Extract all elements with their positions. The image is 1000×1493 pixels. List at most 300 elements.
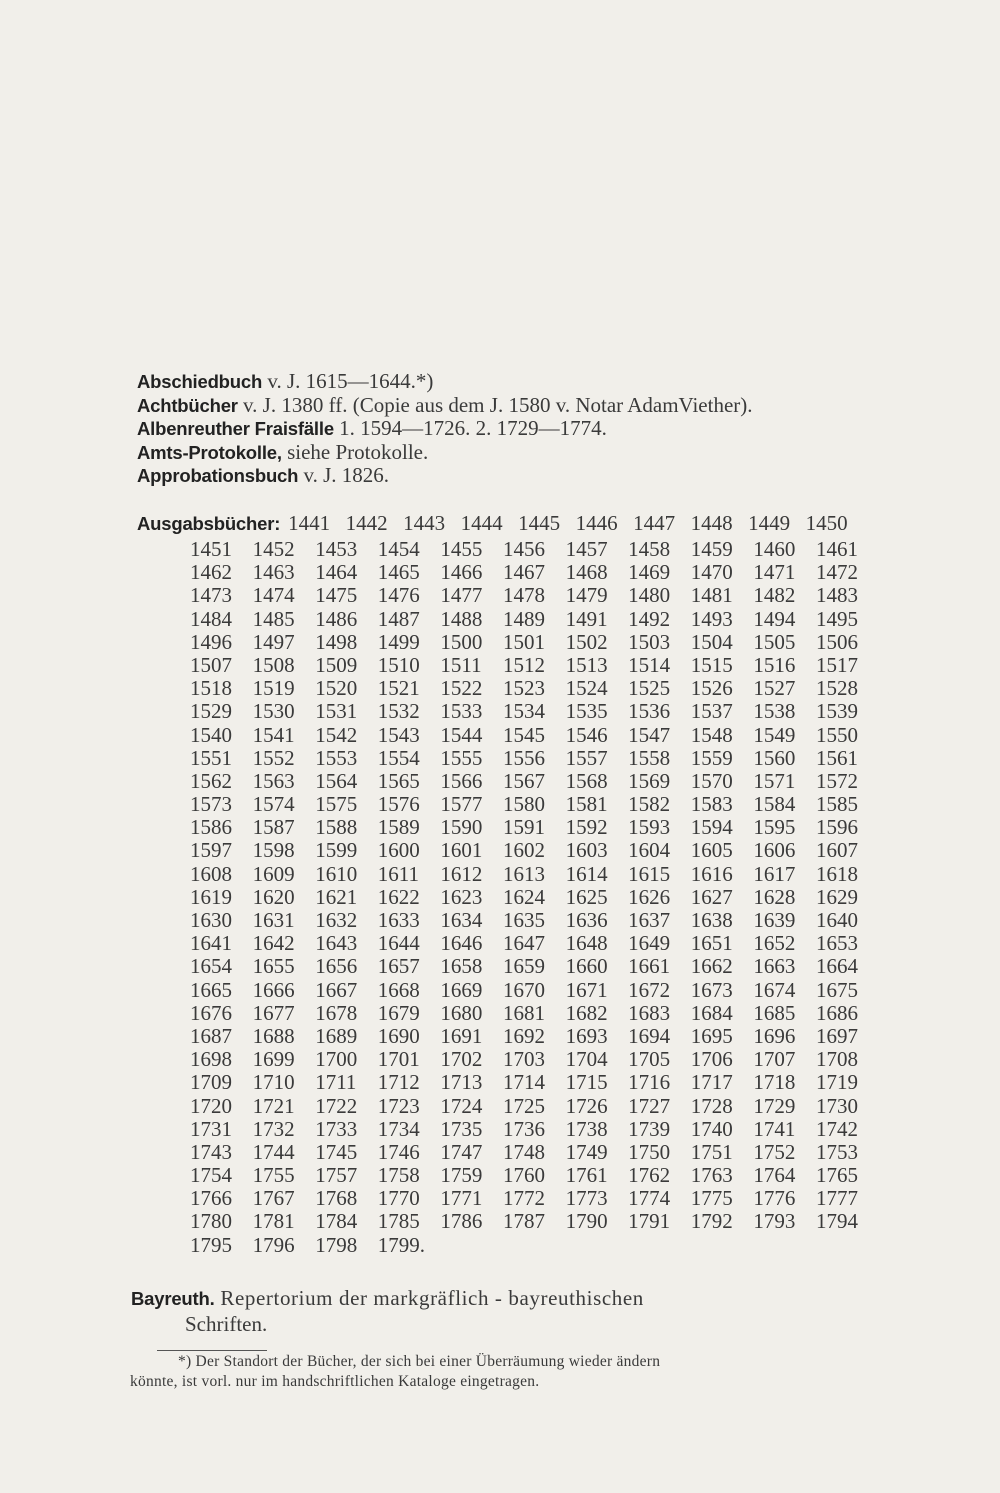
- year-number: 1647: [502, 931, 545, 956]
- year-number: 1559: [690, 745, 733, 770]
- year-number: 1728: [690, 1093, 733, 1118]
- year-number: 1791: [628, 1209, 671, 1234]
- year-number: 1734: [377, 1116, 420, 1141]
- year-number: 1595: [753, 815, 796, 840]
- year-number: 1687: [190, 1023, 232, 1048]
- year-number: 1570: [690, 768, 733, 793]
- entry-heading: Achtbücher: [137, 394, 238, 416]
- year-number: 1707: [753, 1047, 796, 1072]
- year-number: 1714: [502, 1070, 545, 1095]
- entry-albenreuther: [137, 417, 897, 441]
- year-number: 1725: [502, 1093, 545, 1118]
- year-number: 1715: [565, 1070, 608, 1095]
- year-number: 1541: [252, 722, 295, 747]
- year-number: 1503: [628, 629, 671, 654]
- year-number: 1551: [190, 745, 232, 770]
- year-number: 1542: [315, 722, 358, 747]
- year-number: 1692: [502, 1023, 545, 1048]
- year-number: 1596: [815, 815, 858, 840]
- year-row: [190, 979, 879, 1002]
- year-number: 1794: [815, 1209, 858, 1234]
- year-number: 1694: [628, 1023, 671, 1048]
- year-number: 1730: [815, 1093, 858, 1118]
- year-number: 1636: [565, 908, 608, 932]
- entry-text: v. J. 1826.: [298, 463, 390, 487]
- year-number: 1604: [628, 838, 671, 863]
- year-number: 1762: [628, 1163, 671, 1188]
- year-number: 1544: [440, 722, 483, 747]
- year-row: [190, 1071, 879, 1094]
- year-number: 1522: [440, 676, 483, 701]
- year-number: 1534: [502, 699, 545, 724]
- year-number: 1690: [377, 1023, 420, 1048]
- year-number: 1459: [690, 537, 733, 561]
- year-number: 1669: [440, 977, 483, 1002]
- year-number: 1462: [190, 560, 232, 585]
- entry-heading: Amts-Protokolle,: [137, 441, 282, 463]
- year-number: 1739: [628, 1116, 671, 1141]
- year-number: 1533: [440, 699, 483, 724]
- year-number: 1765: [815, 1163, 858, 1188]
- year-number: 1451: [190, 537, 232, 561]
- year-number: 1646: [440, 931, 483, 956]
- year-number: 1766: [190, 1186, 232, 1211]
- year-number: 1711: [315, 1070, 357, 1095]
- year-number: 1665: [190, 977, 232, 1002]
- year-row: [190, 1234, 879, 1257]
- year-number: 1710: [252, 1070, 295, 1095]
- year-number: 1539: [815, 699, 858, 724]
- year-number: 1600: [377, 838, 420, 863]
- year-row: [190, 608, 879, 631]
- year-number: 1535: [565, 699, 608, 724]
- year-number: 1476: [377, 583, 420, 608]
- year-number: 1640: [815, 908, 858, 932]
- year-number: 1659: [502, 954, 545, 979]
- year-number: 1749: [565, 1139, 608, 1164]
- year-row: [190, 1002, 879, 1025]
- year-row: [190, 909, 879, 932]
- year-number: 1616: [690, 861, 733, 886]
- year-number: 1489: [502, 606, 545, 631]
- year-number: 1491: [565, 606, 608, 631]
- entry-heading: Approbationsbuch: [137, 465, 299, 486]
- year-number: 1724: [440, 1093, 483, 1118]
- year-number: 1677: [252, 1000, 295, 1025]
- year-number: 1642: [252, 931, 295, 956]
- entry-amts-protokolle: [137, 441, 897, 465]
- year-number: 1554: [377, 745, 420, 770]
- year-number: 1768: [315, 1186, 358, 1211]
- year-number: 1470: [690, 560, 733, 585]
- year-number: 1500: [440, 629, 483, 654]
- year-number: 1750: [628, 1139, 671, 1164]
- year-number: 1691: [440, 1023, 483, 1048]
- year-number: 1591: [502, 815, 545, 840]
- year-number: 1458: [628, 537, 671, 561]
- year-number: 1586: [190, 815, 232, 840]
- year-number: 1673: [690, 977, 733, 1002]
- year-number: 1460: [753, 537, 796, 561]
- year-number: 1555: [440, 745, 483, 770]
- year-number: 1477: [440, 583, 483, 608]
- year-row: [190, 584, 879, 607]
- year-number: 1721: [252, 1093, 295, 1118]
- year-number: 1630: [190, 908, 232, 932]
- year-row: [190, 700, 879, 723]
- year-number: 1666: [252, 977, 295, 1002]
- year-number: 1552: [252, 745, 295, 770]
- year-number: 1472: [815, 560, 858, 585]
- year-number: 1546: [565, 722, 608, 747]
- year-number: 1495: [815, 606, 858, 631]
- year-number: 1608: [190, 861, 232, 886]
- year-number: 1572: [815, 768, 858, 793]
- year-number: 1583: [690, 792, 733, 817]
- year-number: 1513: [565, 652, 608, 677]
- year-number: 1792: [690, 1209, 733, 1234]
- year-number: 1509: [315, 652, 358, 677]
- year-number: 1447: [633, 511, 676, 535]
- year-number: 1704: [565, 1047, 608, 1072]
- year-number: 1684: [690, 1000, 733, 1025]
- year-number: 1635: [502, 908, 545, 932]
- year-number: 1652: [753, 931, 796, 956]
- year-number: 1573: [190, 792, 232, 817]
- year-number: 1653: [815, 931, 858, 956]
- year-number: 1752: [753, 1139, 796, 1164]
- year-number: 1493: [690, 606, 733, 631]
- year-number: 1530: [252, 699, 295, 724]
- year-number: 1589: [377, 815, 420, 840]
- year-row: [190, 886, 879, 909]
- year-number: 1526: [690, 676, 733, 701]
- year-number: 1538: [753, 699, 796, 724]
- year-number: 1741: [753, 1116, 796, 1141]
- year-number: 1444: [460, 511, 503, 535]
- year-number: 1638: [690, 908, 733, 932]
- entry-list: [137, 370, 897, 488]
- entry-text: Repertorium der markgräflich - bayreuthischen: [214, 1286, 644, 1310]
- year-number: 1689: [315, 1023, 358, 1048]
- year-number: 1606: [753, 838, 796, 863]
- year-number: 1722: [315, 1093, 358, 1118]
- year-number: 1731: [190, 1116, 232, 1141]
- year-row: [190, 747, 879, 770]
- year-number: 1663: [753, 954, 796, 979]
- year-number: 1582: [628, 792, 671, 817]
- entry-achtbuecher: [137, 394, 897, 418]
- year-number: 1602: [502, 838, 545, 863]
- year-number: 1798: [315, 1232, 358, 1257]
- year-row: [190, 863, 879, 886]
- year-number: 1502: [565, 629, 608, 654]
- year-number: 1568: [565, 768, 608, 793]
- footnote-line: *) Der Standort der Bücher, der sich bei einer Überräumung wieder ändern: [178, 1353, 661, 1370]
- year-number: 1785: [377, 1209, 420, 1234]
- year-number: 1528: [815, 676, 858, 701]
- year-number: 1518: [190, 676, 232, 701]
- year-number: 1504: [690, 629, 733, 654]
- year-number: 1676: [190, 1000, 232, 1025]
- entry-heading: Abschiedbuch: [137, 371, 263, 392]
- year-number: 1505: [753, 629, 796, 654]
- year-number: 1547: [628, 722, 671, 747]
- year-number: 1443: [403, 511, 446, 535]
- year-number: 1564: [315, 768, 358, 793]
- year-row: [190, 1118, 879, 1141]
- year-number: 1558: [628, 745, 671, 770]
- year-number: 1658: [440, 954, 483, 979]
- year-number: 1699: [252, 1047, 295, 1072]
- year-number: 1753: [815, 1139, 858, 1164]
- year-number: 1545: [502, 722, 545, 747]
- year-number: 1702: [440, 1047, 483, 1072]
- year-number: 1678: [315, 1000, 358, 1025]
- year-number: 1486: [315, 606, 358, 631]
- ausgaben-first-numbers: [288, 512, 863, 536]
- year-row: [190, 631, 879, 654]
- year-number: 1454: [377, 537, 420, 561]
- year-number: 1625: [565, 884, 608, 909]
- year-number: 1740: [690, 1116, 733, 1141]
- year-number: 1660: [565, 954, 608, 979]
- year-number: 1577: [440, 792, 483, 817]
- year-number: 1758: [377, 1163, 420, 1188]
- year-number: 1481: [690, 583, 733, 608]
- entry-text: 1. 1594—1726. 2. 1729—1774.: [333, 416, 607, 440]
- year-number: 1693: [565, 1023, 608, 1048]
- year-number: 1627: [690, 884, 733, 909]
- entry-text: v. J. 1615—1644.*): [262, 369, 434, 393]
- year-number: 1793: [753, 1209, 796, 1234]
- year-number: 1682: [565, 1000, 608, 1025]
- year-number: 1735: [440, 1116, 483, 1141]
- year-number: 1796: [252, 1232, 295, 1257]
- year-number: 1593: [628, 815, 671, 840]
- year-number: 1457: [565, 537, 608, 561]
- year-number: 1482: [753, 583, 796, 608]
- year-number: 1738: [565, 1116, 608, 1141]
- year-row: [190, 538, 879, 561]
- year-number: 1576: [377, 792, 420, 817]
- entry-bayreuth: [131, 1285, 891, 1312]
- year-number: 1471: [753, 560, 796, 585]
- year-number: 1718: [753, 1070, 796, 1095]
- year-number: 1685: [753, 1000, 796, 1025]
- year-number: 1670: [502, 977, 545, 1002]
- year-number: 1727: [628, 1093, 671, 1118]
- year-number: 1465: [377, 560, 420, 585]
- year-number: 1712: [377, 1070, 420, 1095]
- year-number: 1605: [690, 838, 733, 863]
- year-number: 1463: [252, 560, 295, 585]
- year-number: 1629: [815, 884, 858, 909]
- year-number: 1567: [502, 768, 545, 793]
- year-number: 1588: [315, 815, 358, 840]
- year-number: 1560: [753, 745, 796, 770]
- year-number: 1746: [377, 1139, 420, 1164]
- year-number: 1615: [628, 861, 671, 886]
- year-number: 1531: [315, 699, 358, 724]
- year-number: 1448: [690, 511, 733, 535]
- year-number: 1610: [315, 861, 358, 886]
- year-number: 1732: [252, 1116, 295, 1141]
- year-number: 1599: [315, 838, 358, 863]
- year-number: 1662: [690, 954, 733, 979]
- year-number: 1620: [252, 884, 295, 909]
- year-number: 1483: [815, 583, 858, 608]
- year-number: 1521: [377, 676, 420, 701]
- year-number: 1473: [190, 583, 232, 608]
- year-number: 1499: [377, 629, 420, 654]
- year-number: 1733: [315, 1116, 358, 1141]
- year-number: 1519: [252, 676, 295, 701]
- year-number: 1639: [753, 908, 796, 932]
- year-number: 1787: [502, 1209, 545, 1234]
- year-row: [190, 1164, 879, 1187]
- year-number: 1469: [628, 560, 671, 585]
- year-number: 1525: [628, 676, 671, 701]
- year-number: 1641: [190, 931, 232, 956]
- year-number: 1744: [252, 1139, 295, 1164]
- year-number: 1700: [315, 1047, 358, 1072]
- year-number: 1474: [252, 583, 295, 608]
- year-number: 1529: [190, 699, 232, 724]
- year-number: 1697: [815, 1023, 858, 1048]
- year-number: 1681: [502, 1000, 545, 1025]
- year-number: 1466: [440, 560, 483, 585]
- year-number: 1603: [565, 838, 608, 863]
- year-number: 1592: [565, 815, 608, 840]
- year-number: 1729: [753, 1093, 796, 1118]
- year-number: 1498: [315, 629, 358, 654]
- year-number: 1478: [502, 583, 545, 608]
- year-number: 1672: [628, 977, 671, 1002]
- year-number: 1632: [315, 908, 358, 932]
- year-number: 1501: [502, 629, 545, 654]
- year-number: 1771: [440, 1186, 483, 1211]
- year-number: 1679: [377, 1000, 420, 1025]
- year-number: 1667: [315, 977, 358, 1002]
- year-number: 1540: [190, 722, 232, 747]
- year-number: 1686: [815, 1000, 858, 1025]
- year-number: 1772: [502, 1186, 545, 1211]
- year-number: 1598: [252, 838, 295, 863]
- year-number: 1736: [502, 1116, 545, 1141]
- year-number: 1688: [252, 1023, 295, 1048]
- year-row: [190, 955, 879, 978]
- year-number: 1757: [315, 1163, 358, 1188]
- year-number: 1767: [252, 1186, 295, 1211]
- year-row: [190, 770, 879, 793]
- year-number: 1487: [377, 606, 420, 631]
- year-number: 1618: [815, 861, 858, 886]
- year-number: 1446: [575, 511, 618, 535]
- entry-text-continuation: Schriften.: [185, 1312, 268, 1336]
- year-number: 1523: [502, 676, 545, 701]
- year-number: 1484: [190, 606, 232, 631]
- year-number: 1520: [315, 676, 358, 701]
- year-number: 1708: [815, 1047, 858, 1072]
- year-number: 1548: [690, 722, 733, 747]
- entry-heading: Ausgabsbücher:: [137, 513, 281, 534]
- year-number: 1674: [753, 977, 796, 1002]
- year-number: 1611: [377, 861, 420, 886]
- year-number: 1569: [628, 768, 671, 793]
- entry-ausgabsbuecher: [137, 512, 897, 536]
- year-number: 1575: [315, 792, 358, 817]
- year-number: 1790: [565, 1209, 608, 1234]
- year-number: 1574: [252, 792, 295, 817]
- year-number: 1695: [690, 1023, 733, 1048]
- year-number: 1648: [565, 931, 608, 956]
- year-number: 1492: [628, 606, 671, 631]
- year-number: 1726: [565, 1093, 608, 1118]
- footnote-line: könnte, ist vorl. nur im handschriftlichen Kataloge eingetragen.: [130, 1373, 540, 1390]
- year-number: 1594: [690, 815, 733, 840]
- year-number: 1654: [190, 954, 232, 979]
- entry-heading: Albenreuther Fraisfälle: [137, 418, 334, 439]
- year-number: 1623: [440, 884, 483, 909]
- year-number: 1717: [690, 1070, 733, 1095]
- year-row: [190, 1048, 879, 1071]
- year-row: [190, 1095, 879, 1118]
- year-number: 1613: [502, 861, 545, 886]
- year-number: 1515: [690, 652, 733, 677]
- year-row: [190, 1187, 879, 1210]
- year-number: 1550: [815, 722, 858, 747]
- year-number: 1633: [377, 908, 420, 932]
- year-number: 1634: [440, 908, 483, 932]
- year-number: 1759: [440, 1163, 483, 1188]
- year-number: 1651: [690, 931, 733, 956]
- footnote: [130, 1352, 880, 1392]
- year-number: 1537: [690, 699, 733, 724]
- year-number: 1480: [628, 583, 671, 608]
- year-number: 1516: [753, 652, 796, 677]
- year-number: 1701: [377, 1047, 420, 1072]
- year-number: 1511: [440, 652, 482, 677]
- entry-abschiedbuch: [137, 370, 897, 394]
- year-number: 1655: [252, 954, 295, 979]
- year-number: 1770: [377, 1186, 420, 1211]
- year-number: 1556: [502, 745, 545, 770]
- year-number: 1452: [252, 537, 295, 561]
- year-number: 1719: [815, 1070, 858, 1095]
- ausgaben-first-line: [137, 512, 897, 536]
- year-number: 1450: [805, 511, 848, 535]
- year-number: 1622: [377, 884, 420, 909]
- year-number: 1571: [753, 768, 796, 793]
- year-number: 1553: [315, 745, 358, 770]
- year-number: 1683: [628, 1000, 671, 1025]
- year-number: 1607: [815, 838, 858, 863]
- year-number: 1755: [252, 1163, 295, 1188]
- year-number: 1799.: [377, 1232, 426, 1257]
- year-number: 1580: [502, 792, 545, 817]
- year-number: 1777: [815, 1186, 858, 1211]
- year-number: 1795: [190, 1232, 232, 1257]
- year-number: 1776: [753, 1186, 796, 1211]
- year-number: 1549: [753, 722, 796, 747]
- year-number: 1506: [815, 629, 858, 654]
- year-row: [190, 1025, 879, 1048]
- year-number: 1671: [565, 977, 608, 1002]
- year-row: [190, 1210, 879, 1233]
- year-number: 1716: [628, 1070, 671, 1095]
- year-number: 1761: [565, 1163, 608, 1188]
